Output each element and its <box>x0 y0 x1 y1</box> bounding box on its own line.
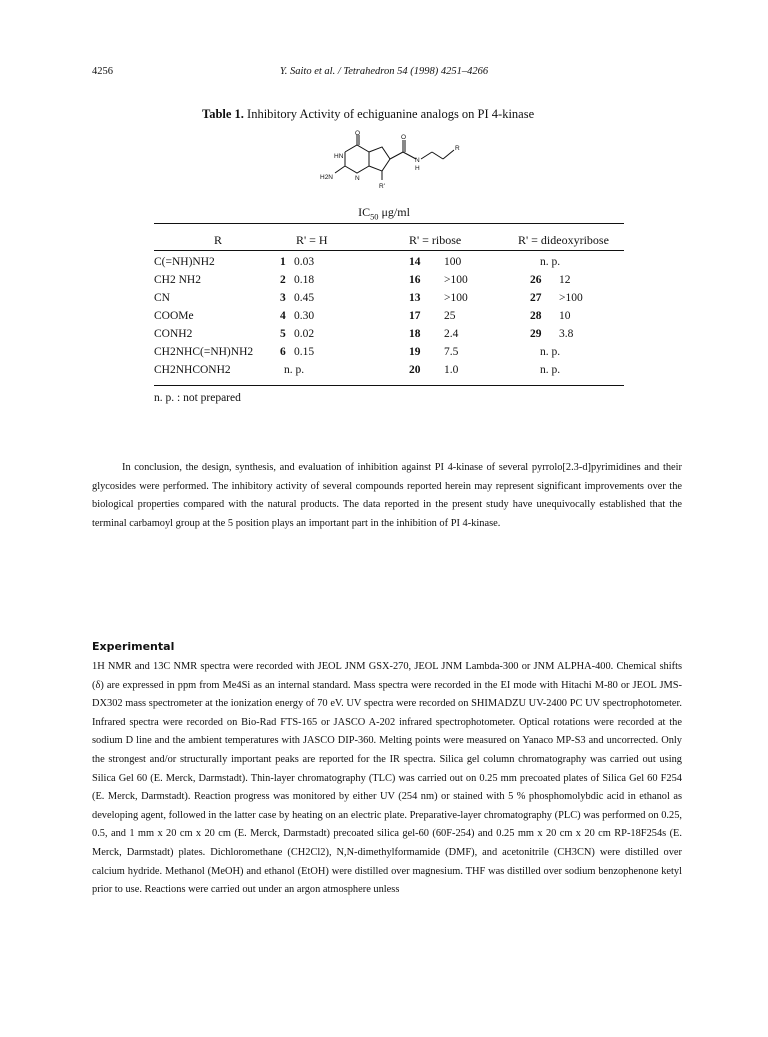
journal-citation: Y. Saito et al. / Tetrahedron 54 (1998) 4251–4266 <box>279 66 489 77</box>
page-header <box>0 66 768 82</box>
table-caption: Inhibitory Activity of echiguanine analogs on PI 4-kinase <box>243 107 535 121</box>
table-row <box>154 274 624 288</box>
structure-label-o1: O <box>355 130 361 137</box>
experimental-paragraph <box>92 658 682 900</box>
table-header-row <box>154 233 624 247</box>
table-row <box>154 328 624 342</box>
structure-label-rprime: R' <box>379 183 385 190</box>
structure-label-n: N <box>355 175 360 182</box>
cell-h-number: 4 <box>280 310 286 322</box>
cell-ribose-value: 25 <box>444 310 456 322</box>
table-row <box>154 310 624 324</box>
cell-r: CH2NHC(=NH)NH2 <box>154 346 254 358</box>
chemical-structure <box>300 130 480 200</box>
ic50-label: $IC_{50}$ μg/ml <box>358 205 410 222</box>
cell-ribose-number: 16 <box>409 274 421 286</box>
cell-dd-value: n. p. <box>540 256 561 268</box>
cell-h-value: 0.03 <box>294 256 315 268</box>
table-label: Table 1. <box>202 107 244 121</box>
cell-r: CONH2 <box>154 328 193 340</box>
cell-ribose-value: 100 <box>444 256 462 268</box>
cell-h-number: 2 <box>280 274 286 286</box>
cell-ribose-value: >100 <box>444 292 468 304</box>
cell-r: CH2NHCONH2 <box>154 364 231 376</box>
structure-label-r: R <box>455 145 460 152</box>
cell-dd-value: 10 <box>559 310 571 322</box>
structure-label-hn: HN <box>334 153 344 160</box>
cell-ribose-number: 18 <box>409 328 421 340</box>
cell-h-number: 6 <box>280 346 286 358</box>
cell-h-number: 5 <box>280 328 286 340</box>
structure-label-o2: O <box>401 134 407 141</box>
cell-ribose-value: 1.0 <box>444 364 459 376</box>
cell-dd-value: n. p. <box>540 346 561 358</box>
cell-h-value: 0.15 <box>294 346 315 358</box>
cell-r: C(=NH)NH2 <box>154 256 215 268</box>
cell-h-value: n. p. <box>284 364 305 376</box>
experimental-text: 1H NMR and 13C NMR spectra were recorded with JEOL JNM GSX-270, JEOL JNM Lambda-300 or JNM ALPHA-400. Chemical shifts (δ) are expressed in ppm from Me4Si as an internal standard. Mass spectra were recorded in the EI mode with Hitachi M-80 or JEOL JMS-DX302 mass spectrometer at the ionization energy of 70 eV. UV spectra were recorded on SHIMADZU UV-2400 PC UV spectrophotometer. Infrared spectra were recorded on Bio-Rad FTS-165 or JASCO A-202 infrared spectrophotometer. Optical rotations were recorded at the sodium D line and the ambient temperatures with JASCO DIP-360. Melting points were measured on Yanaco MP-S3 and uncorrected. Only the strongest and/or structurally important peaks are reported for the IR spectra. Silica gel column chromatography was carried out using Silica Gel 60 (E. Merck, Darmstadt). Thin-layer chromatography (TLC) was carried out on 0.25 mm precoated plates of Silica Gel 60 F254 (E. Merck, Darmstadt). Reaction progress was monitored by either UV (254 nm) or stained with 5 % phosphomolybdic acid in ethanol as developing agent, followed in the latter case by heating on an electric plate. Preparative-layer chromatography (PLC) was performed on 0.25, 0.5, and 1 mm x 20 cm x 20 cm (E. Merck, Darmstadt) precoated silica gel-60 (60F-254) and 0.25 mm x 20 cm x 20 cm RP-18F254s (E. Merck, Darmstadt) plates. Dichloromethane (CH2Cl2), N,N-dimethylformamide (DMF), and acetonitrile (CH3CN) were distilled over calcium hydride. Methanol (MeOH) and ethanol (EtOH) were distilled over magnesium. THF was distilled over sodium benzophenone ketyl prior to use. Reactions were carried out under an argon atmosphere unless <box>92 661 682 896</box>
cell-dd-number: 29 <box>530 328 542 340</box>
cell-r: CH2 NH2 <box>154 274 201 286</box>
col-header-h: R' = H <box>296 233 328 247</box>
cell-dd-number: 28 <box>530 310 542 322</box>
cell-r: COOMe <box>154 310 194 322</box>
cell-ribose-number: 13 <box>409 292 421 304</box>
structure-label-h2n: H2N <box>320 174 334 181</box>
table-rule-bottom <box>154 385 624 386</box>
cell-ribose-number: 19 <box>409 346 421 358</box>
table-row <box>154 364 624 378</box>
cell-ribose-value: 2.4 <box>444 328 459 340</box>
conclusion-paragraph <box>92 459 682 533</box>
cell-h-value: 0.30 <box>294 310 315 322</box>
cell-h-value: 0.02 <box>294 328 315 340</box>
col-header-dideoxyribose: R' = dideoxyribose <box>518 233 609 247</box>
experimental-heading: Experimental <box>92 640 175 653</box>
cell-ribose-number: 20 <box>409 364 421 376</box>
table-row <box>154 346 624 360</box>
cell-h-number: 3 <box>280 292 286 304</box>
cell-h-number: 1 <box>280 256 286 268</box>
col-header-ribose: R' = ribose <box>409 233 462 247</box>
cell-ribose-number: 17 <box>409 310 421 322</box>
table-title <box>202 107 534 122</box>
cell-r: CN <box>154 292 170 304</box>
table-rule-top <box>154 223 624 224</box>
cell-dd-number: 26 <box>530 274 542 286</box>
conclusion-text: In conclusion, the design, synthesis, and evaluation of inhibition against PI 4-kinase of several pyrrolo[2.3-d]pyrimidines and their glycosides were performed. The inhibitory activity of several compounds reported herein may represent significant improvements over the biological properties compared with the natural products. The data reported in the present study have unequivocally established that the terminal carbamoyl group at the 5 position plays an important part in the inhibition of PI 4-kinase. <box>92 462 682 529</box>
table-row <box>154 292 624 306</box>
cell-dd-value: n. p. <box>540 364 561 376</box>
structure-label-h-amide: H <box>415 165 420 172</box>
cell-ribose-number: 14 <box>409 256 421 268</box>
table-rule-header <box>154 250 624 251</box>
col-header-r: R <box>214 233 223 247</box>
cell-dd-number: 27 <box>530 292 542 304</box>
cell-dd-value: 12 <box>559 274 571 286</box>
page-number: 4256 <box>92 66 113 77</box>
structure-label-n-amide: N <box>415 157 420 164</box>
cell-ribose-value: >100 <box>444 274 468 286</box>
table-row <box>154 256 624 270</box>
cell-dd-value: 3.8 <box>559 328 574 340</box>
cell-h-value: 0.45 <box>294 292 315 304</box>
cell-ribose-value: 7.5 <box>444 346 459 358</box>
cell-dd-value: >100 <box>559 292 583 304</box>
cell-h-value: 0.18 <box>294 274 315 286</box>
table-footnote: n. p. : not prepared <box>154 392 241 404</box>
